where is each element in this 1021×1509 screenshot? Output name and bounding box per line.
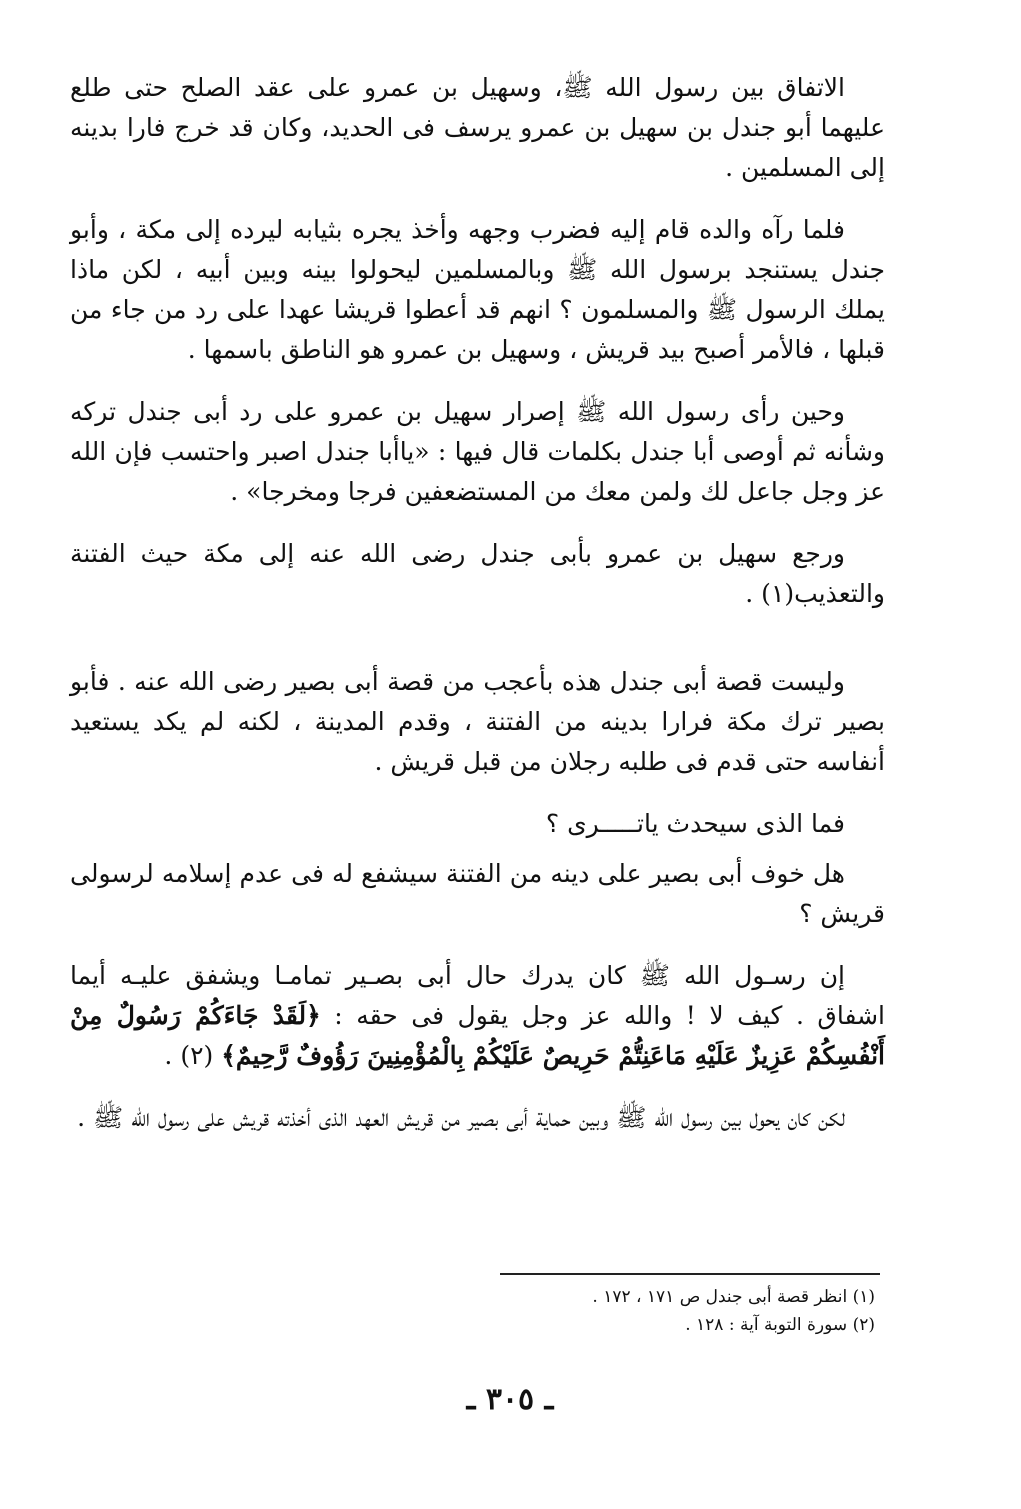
footnote-divider — [500, 1273, 880, 1275]
footnote: (٢) سورة التوبة آية : ١٢٨ . — [685, 1315, 875, 1335]
paragraph: الاتفاق بين رسول الله ﷺ، وسهيل بن عمرو على عقد الصلح حتى طلع عليهما أبو جندل بن سهيل بن عمرو يرسف فى الحديد، وكان قد خرج فارا بدينه إلى المسلمين . — [70, 73, 885, 182]
paragraph: وحين رأى رسول الله ﷺ إصرار سهيل بن عمرو على رد أبى جندل تركه وشأنه ثم أوصى أبا جندل بكلمات قال فيها : «ياأبا جندل اصبر واحتسب فإن الله عز وجل جاعل لك ولمن معك من المستضعفين فرجا ومخرجا» . — [70, 397, 885, 506]
paragraph-with-verse — [70, 956, 885, 1076]
paragraph: وليست قصة أبى جندل هذه بأعجب من قصة أبى بصير رضى الله عنه . فأبو بصير ترك مكة فرارا بدينه من الفتنة ، وقدم المدينة ، لكنه لم يكد يستعيد أنفاسه حتى قدم فى طلبه رجلان من قبل قريش . — [70, 667, 885, 776]
footnote: (١) انظر قصة أبى جندل ص ١٧١ ، ١٧٢ . — [592, 1287, 875, 1307]
footnotes — [500, 1283, 875, 1339]
quran-verse: ﴿لَقَدْ جَاءَكُمْ رَسُولٌ مِنْ أَنْفُسِكُمْ عَزِيزٌ عَلَيْهِ مَاعَنِتُّمْ حَرِيصٌ عَلَيْكُمْ بِالْمُؤْمِنِينَ رَؤُوفٌ رَّحِيمٌ﴾ — [70, 1001, 885, 1070]
page-body — [70, 68, 885, 1160]
paragraph: فلما رآه والده قام إليه فضرب وجهه وأخذ يجره بثيابه ليرده إلى مكة ، وأبو جندل يستنجد برسول الله ﷺ وبالمسلمين ليحولوا بينه وبين أبيه ، لكن ماذا يملك الرسول ﷺ والمسلمون ؟ انهم قد أعطوا قريشا عهدا على رد من جاء من قبلها ، فالأمر أصبح بيد قريش ، وسهيل بن عمرو هو الناطق باسمها . — [70, 215, 885, 364]
paragraph: ورجع سهيل بن عمرو بأبى جندل رضى الله عنه إلى مكة حيث الفتنة والتعذيب(١) . — [70, 539, 885, 608]
page-number: ـ ٣٠٥ ـ — [466, 1382, 554, 1417]
paragraph-intro: إن رسـول الله ﷺ كان يدرك حال أبى بصـير تمامـا ويشفق عليـه أيما اشفاق . كيف لا ! والله عز وجل يقول فى حقه : — [70, 961, 885, 1030]
footnote-marker: (٢) . — [164, 1041, 214, 1070]
paragraph: فما الذى سيحدث ياتـــــرى ؟ — [545, 809, 845, 838]
paragraph: لكن كان يحول بين رسول الله ﷺ وبين حماية أبى بصير من قريش العهد الذى أخذته قريش على رسول الله ﷺ . — [77, 1103, 845, 1132]
paragraph: هل خوف أبى بصير على دينه من الفتنة سيشفع له فى عدم إسلامه لرسولى قريش ؟ — [70, 859, 885, 928]
